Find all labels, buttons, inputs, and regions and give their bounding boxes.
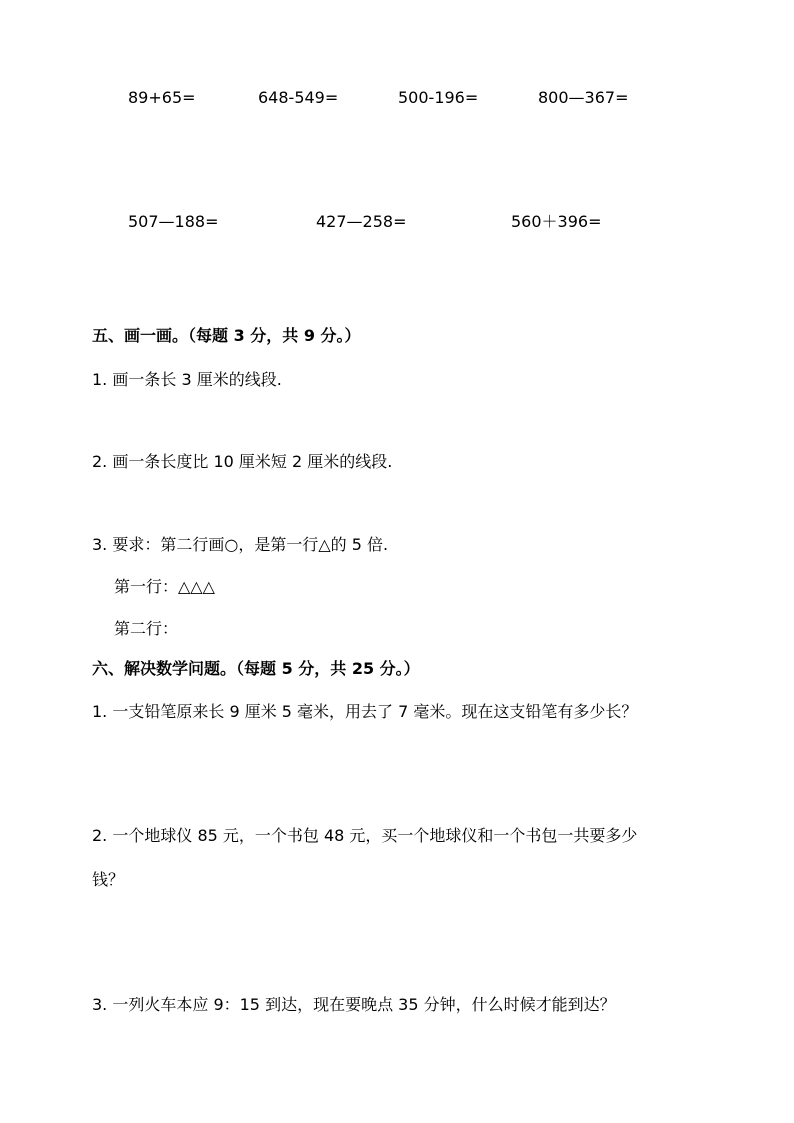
row-1-triangles: 第一行：△△△ <box>114 577 215 596</box>
row-2-answer-line: 第二行： <box>114 619 179 638</box>
calc-expression: 800—367= <box>538 88 629 107</box>
section-5-question-2: 2. 画一条长度比 10 厘米短 2 厘米的线段. <box>92 452 393 471</box>
section-5-heading: 五、画一画。（每题 3 分，共 9 分。） <box>92 326 361 345</box>
section-6-question-2: 2. 一个地球仪 85 元，一个书包 48 元，买一个地球仪和一个书包一共要多少 <box>92 826 638 845</box>
calc-expression: 500-196= <box>398 88 479 107</box>
calc-expression: 89+65= <box>128 88 196 107</box>
section-6-question-3: 3. 一列火车本应 9：15 到达，现在要晚点 35 分钟，什么时候才能到达？ <box>92 995 616 1014</box>
calc-expression: 507—188= <box>128 212 219 231</box>
calc-expression: 648-549= <box>258 88 339 107</box>
calc-expression: 427—258= <box>316 212 407 231</box>
section-6-question-2-continued: 钱？ <box>92 870 125 889</box>
section-6-question-1: 1. 一支铅笔原来长 9 厘米 5 毫米，用去了 7 毫米。现在这支铅笔有多少长？ <box>92 702 638 721</box>
section-5-question-1: 1. 画一条长 3 厘米的线段. <box>92 370 282 389</box>
calc-expression: 560＋396= <box>511 212 602 231</box>
section-5-question-3: 3. 要求：第二行画○，是第一行△的 5 倍. <box>92 535 389 554</box>
section-6-heading: 六、解决数学问题。（每题 5 分，共 25 分。） <box>92 659 420 678</box>
